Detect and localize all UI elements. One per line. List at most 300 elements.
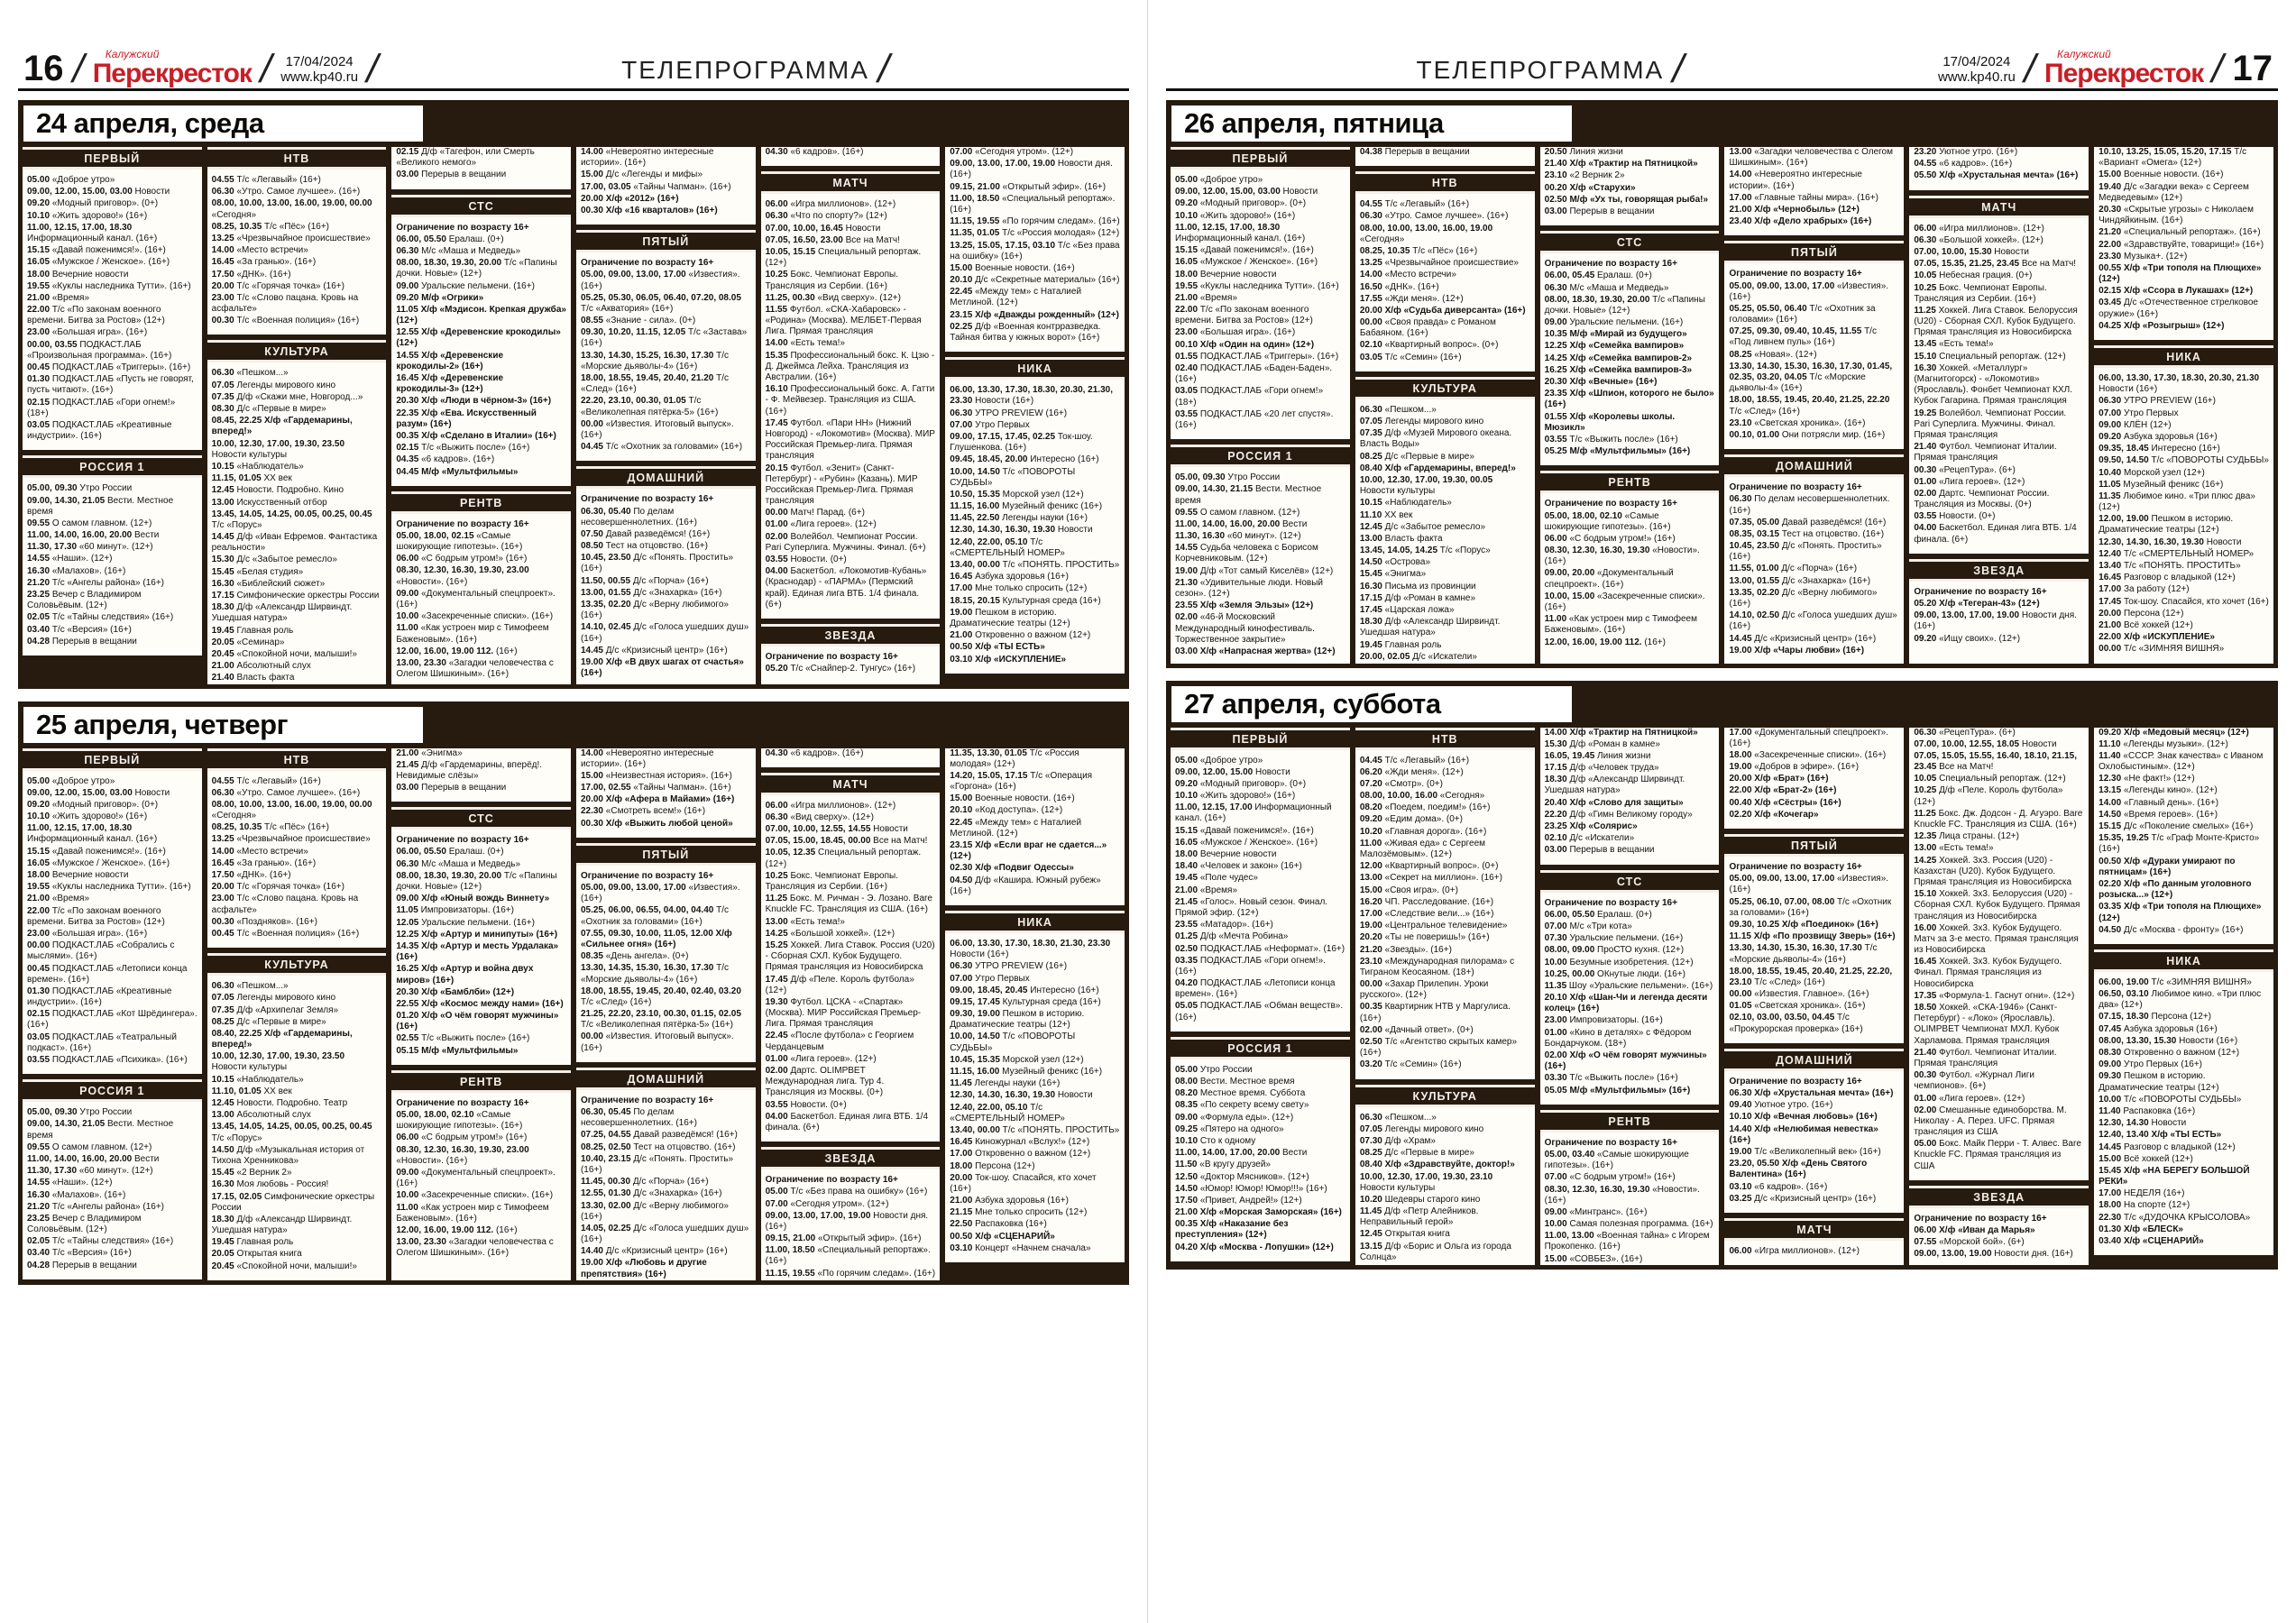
program-entry: 16.45 Азбука здоровья (16+) — [950, 572, 1069, 582]
program-entry: 13.30, 14.30, 15.25, 16.30, 17.30 Т/с «Морские дьяволы-4» (16+) — [580, 350, 729, 371]
program-entry: 10.10 «Жить здорово!» (16+) — [27, 812, 148, 822]
program-entry: 09.50, 14.50 Т/с «ПОВОРОТЫ СУДЬБЫ» — [2099, 455, 2269, 466]
divider-slash: / — [2208, 46, 2228, 91]
program-entry: 22.00 Т/с «По законам военного времени. Битва за Ростов» (12+) — [27, 305, 165, 326]
program-entry: 08.30 Д/с «Первые в мире» — [211, 404, 326, 414]
program-entry: 15.00 «Неизвестная история». (16+) — [580, 770, 732, 781]
program-entry: 10.40 Морской узел (12+) — [2099, 467, 2205, 478]
program-entry: 09.55 О самом главном. (12+) — [27, 1142, 152, 1152]
program-entry: 00.35 Х/ф «Наказание без преступления» (12+) — [1175, 1219, 1289, 1241]
day-block — [1166, 681, 2278, 1270]
channel-entries — [1909, 218, 2089, 554]
program-entry: 04.20 ПОДКАСТ.ЛАБ «Летописи конца времен». (16+) — [1175, 978, 1336, 1000]
program-entry: 00.45 Т/с «Военная полиция» (16+) — [211, 928, 360, 939]
program-entry: 11.00, 14.00, 17.00, 20.00 Вести — [1175, 1148, 1308, 1159]
channel-section — [1355, 171, 1535, 371]
program-entry: 10.05, 12.35 Специальный репортаж. (12+) — [765, 848, 922, 869]
program-entry: 05.50 Х/ф «Хрустальная мечта» (16+) — [1914, 170, 2079, 181]
program-entry: 02.50 М/ф «Ух ты, говорящая рыба!» — [1544, 194, 1709, 205]
program-entry: 14.00 «Невероятно интересные истории». (16+) — [1729, 170, 1862, 191]
program-entry: 15.15 «Давай поженимся!». (16+) — [27, 846, 166, 857]
program-entry: 08.00, 18.30, 19.30, 20.00 Т/с «Папины дочки. Новые» (12+) — [396, 870, 557, 892]
program-entry: 16.25 Х/ф «Артур и война двух миров» (16+) — [396, 964, 534, 986]
program-entry: 16.45 «За гранью». (16+) — [211, 857, 317, 868]
program-entry: 11.35 Шоу «Уральские пельмени». (16+) — [1544, 980, 1713, 991]
program-entry: 19.00 «Центральное телевидение» — [1359, 921, 1508, 931]
program-entry: 02.10 Д/с «Искатели» — [1544, 833, 1635, 844]
issue-date: 17/04/2024 — [1942, 53, 2011, 69]
program-entry: 00.40 Х/ф «Сёстры» (16+) — [1729, 797, 1841, 808]
program-entry: 08.25 «Новая». (12+) — [1729, 349, 1817, 360]
program-entry: Ограничение по возрасту 16+ — [396, 518, 529, 529]
channel-header: НТВ — [1355, 728, 1535, 750]
program-entry: 09.20 «Модный приговор». (0+) — [27, 198, 159, 209]
program-entry: 08.00, 10.00, 13.00, 16.00, 19.00, 00.00 «Сегодня» — [211, 799, 372, 821]
program-entry: 02.55 Т/с «Выжить после» (16+) — [396, 1033, 530, 1044]
program-entry: 06.20 «Жди меня». (12+) — [1359, 766, 1464, 777]
program-entry: 00.00 «Известия. Главное». (16+) — [1729, 989, 1869, 1000]
program-entry: 06.00, 13.30, 17.30, 18.30, 20.30, 21.30 Новости (16+) — [2099, 373, 2260, 395]
channel-header: КУЛЬТУРА — [1355, 377, 1535, 399]
program-entry: 04.55 Т/с «Легавый» (16+) — [1359, 199, 1470, 210]
program-entry: 20.00 Х/ф «Брат» (16+) — [1729, 774, 1829, 784]
divider-slash: / — [1668, 46, 1689, 91]
program-entry: 02.05 Т/с «Тайны следствия» (16+) — [27, 1236, 174, 1247]
program-entry: 14.00 «Невероятно интересные истории». (16+) — [580, 147, 714, 169]
program-entry: 18.30 Д/ф «Александр Ширвиндт. Ушедшая натура» — [211, 1214, 353, 1236]
program-entry: 08.00, 18.30, 19.30, 20.00 Т/с «Папины дочки. Новые» (12+) — [396, 258, 557, 280]
program-entry: 00.50 Х/ф «ТЫ ЕСТЬ» — [950, 642, 1045, 653]
program-entry: 11.15, 19.55 «По горячим следам». (16+) — [765, 1268, 936, 1279]
program-entry: 15.15 «Давай поженимся!». (16+) — [27, 245, 166, 256]
program-entry: 18.00 «Засекреченные списки». (16+) — [1729, 749, 1887, 760]
program-entry: 18.00, 18.55, 19.45, 20.40, 21.25, 22.20, 23.10 Т/с «След» (16+) — [1729, 966, 1893, 987]
program-entry: 20.45 «Спокойной ночи, малыши!» — [211, 648, 357, 659]
program-entry: 13.40, 00.00 Т/с «ПОНЯТЬ. ПРОСТИТЬ» — [950, 1124, 1120, 1135]
channel-section — [1909, 196, 2089, 554]
program-entry: 03.20 Т/с «Семин» (16+) — [1359, 1059, 1462, 1070]
program-entry: 07.25, 04.55 Давай разведёмся! (16+) — [580, 1130, 738, 1141]
program-entry: 08.25, 10.35 Т/с «Пёс» (16+) — [1359, 245, 1478, 256]
program-entry: 05.00, 09.00, 13.00, 17.00 «Известия». (16+) — [580, 883, 740, 904]
program-entry: 21.00 «Время» — [1175, 292, 1238, 303]
program-entry: 08.25, 02.50 Тест на отцовство. (16+) — [580, 1142, 736, 1152]
program-entry: 21.45 «Голос». Новый сезон. Финал. Прямой эфир. (12+) — [1175, 896, 1328, 918]
program-entry: 09.00, 13.00, 17.00, 19.00 Новости дня. (16+) — [950, 159, 1113, 180]
program-entry: 14.45 Д/ф «Иван Ефремов. Фантастика реальности» — [211, 532, 378, 554]
program-entry: 14.00 «Главный день». (16+) — [2099, 797, 2219, 808]
program-entry: 09.30, 19.00 Пешком в историю. Драматические театры (12+) — [950, 1009, 1085, 1031]
program-entry: 06.30 М/с «Маша и Медведь» — [396, 245, 521, 256]
program-entry: 05.00, 18.00, 02.10 «Самые шокирующие гипотезы». (16+) — [1544, 510, 1671, 532]
program-entry: 15.15 Д/с «Поколение смелых» (16+) — [2099, 821, 2254, 831]
program-entry: 12.40, 13.40 Х/ф «ТЫ ЕСТЬ» — [2099, 1130, 2222, 1141]
program-entry: 06.30 По делам несовершеннолетних. (16+) — [1729, 494, 1890, 516]
program-entry: 09.00 КЛЁН (12+) — [2099, 419, 2172, 430]
program-entry: 09.00, 14.30, 21.15 Вести. Местное время — [1175, 484, 1322, 506]
program-entry: 07.05, 15.00, 18.45, 00.00 Все на Матч! — [765, 836, 928, 847]
program-entry: 00.50 Х/ф «Дураки умирают по пятницам» (16+) — [2099, 856, 2236, 877]
program-entry: 09.00 Х/ф «Юный вождь Виннету» — [396, 894, 550, 904]
program-entry: 11.10 XX век — [1359, 509, 1413, 520]
program-entry: 12.30, 14.30, 16.30, 19.30 Новости — [2099, 536, 2242, 547]
program-entry: 19.55 «Куклы наследника Тутти». (16+) — [27, 280, 191, 291]
program-entry: 04.45 М/ф «Мультфильмы» — [396, 466, 519, 477]
program-entry: 19.00 Х/ф «В двух шагах от счастья» (16+) — [580, 656, 744, 679]
program-entry: 07.05 Легенды мирового кино — [211, 993, 336, 1004]
program-entry: 23.10 «Международная пилорама» с Тиграном Кеосаяном. (18+) — [1359, 956, 1515, 977]
program-entry: 15.35, 19.25 Т/с «Граф Монте-Кристо» (16+) — [2099, 833, 2260, 855]
program-entry: 14.20, 15.05, 17.15 Т/с «Операция «Горгона» (16+) — [950, 770, 1093, 793]
channel-header: ДОМАШНИЙ — [576, 1068, 756, 1090]
program-entry: 07.35 Д/ф «Музей Мирового океана. Власть Воды» — [1359, 428, 1512, 450]
program-entry: 10.10 «Жить здорово!» (16+) — [1175, 210, 1296, 221]
page-header-left — [18, 36, 1129, 91]
program-entry: 23.55 Х/ф «Земля Эльзы» (12+) — [1175, 601, 1314, 611]
program-entry: 08.25, 10.35 Т/с «Пёс» (16+) — [211, 822, 329, 833]
program-entry: 23.00 «Большая игра». (16+) — [27, 327, 148, 338]
program-entry: 06.00, 13.30, 17.30, 18.30, 20.30, 21.30, 23.30 Новости (16+) — [950, 385, 1113, 407]
program-entry: Ограничение по возрасту 16+ — [580, 870, 714, 881]
program-entry: 13.45, 14.05, 14.25, 00.05, 00.25, 00.45 Т/с «Порус» — [211, 509, 372, 530]
program-entry: 19.45 «Поле чудес» — [1175, 873, 1258, 884]
program-entry: 05.20 Т/с «Снайпер-2. Тунгус» (16+) — [765, 664, 916, 674]
channel-entries — [23, 478, 202, 656]
program-entry: 20.10 «Код доступа». (12+) — [950, 805, 1063, 816]
program-entry: 10.25 Бокс. Чемпионат Европы. Трансляция из Сербии. (16+) — [765, 870, 898, 892]
program-entry: 21.20 «Специальный репортаж». (16+) — [2099, 227, 2261, 238]
program-entry: 11.15 Х/ф «По прозвищу Зверь» (16+) — [1729, 931, 1896, 942]
program-entry: 03.00 Перерыв в вещании — [1544, 845, 1655, 856]
program-entry: 03.00 Перерыв в вещании — [396, 783, 507, 793]
program-entry: 04.25 Х/ф «Розыгрыш» (12+) — [2099, 320, 2225, 331]
program-entry: 21.20 Т/с «Ангелы района» (16+) — [27, 1201, 165, 1212]
program-entry: 23.30 Музыка+. (12+) — [2099, 251, 2188, 261]
program-entry: 05.00 Бокс. Майк Перри - Т. Алвес. Bare Knuckle FC. Прямая трансляция из США — [1914, 1139, 2081, 1171]
day-title: 26 апреля, пятница — [1171, 105, 1572, 142]
program-entry: 06.30 «Пешком...» — [1359, 1112, 1437, 1123]
program-entry: 21.00 «Время» — [27, 894, 90, 904]
program-entry: 15.10 Хоккей. 3х3. Белоруссия (U20) - Сборная СХЛ. Кубок Будущего. Прямая трансляция из Новосибирска — [1914, 889, 2080, 922]
program-entry: 00.45 ПОДКАСТ.ЛАБ «Триггеры». (16+) — [27, 362, 191, 372]
program-entry: 10.00, 12.30, 17.00, 19.30, 00.05 Новости культуры — [1359, 474, 1493, 497]
channel-entries — [945, 933, 1125, 1262]
page-17 — [1148, 0, 2296, 1623]
program-entry: 13.35, 02.20 Д/с «Верну любимого» (16+) — [580, 600, 729, 621]
channel-section — [2094, 949, 2273, 1255]
program-entry: 17.00, 02.55 «Тайны Чапман». (16+) — [580, 783, 731, 793]
program-entry: 20.10 Х/ф «Шан-Чи и легенда десяти колец» (16+) — [1544, 993, 1708, 1014]
program-entry: 03.00 Перерыв в вещании — [396, 170, 507, 180]
program-entry: 02.15 Х/ф «Ссора в Лукашах» (12+) — [2099, 286, 2254, 297]
program-entry: 07.45 Азбука здоровья (16+) — [2099, 1023, 2218, 1034]
program-entry: 21.20 Т/с «Ангелы района» (16+) — [27, 577, 165, 588]
program-entry: 06.30 «Пешком...» — [1359, 404, 1437, 415]
program-entry: 05.00, 09.30 Утро России — [27, 1107, 133, 1118]
program-entry: 20.00 Т/с «Горячая точка» (16+) — [211, 882, 344, 893]
program-entry: 23.55 «Матадор». (16+) — [1175, 920, 1273, 931]
program-entry: 08.25 Д/с «Первые в мире» — [1359, 451, 1474, 462]
program-entry: 16.30 Письма из провинции — [1359, 581, 1476, 591]
channel-entries — [391, 217, 571, 486]
program-entry: 23.25 Вечер с Владимиром Соловьёвым. (12+) — [27, 1213, 142, 1235]
program-entry: 09.55 О самом главном. (12+) — [1175, 507, 1300, 518]
program-entry: 12.40 Т/с «СМЕРТЕЛЬНЫЙ НОМЕР» — [2099, 548, 2255, 559]
day-columns — [1171, 728, 2273, 1265]
program-entry: 08.20 «Поедем, поедим!» (16+) — [1359, 802, 1491, 813]
program-entry: 16.30 «Малахов». (16+) — [27, 565, 126, 576]
channel-section — [2094, 345, 2273, 664]
program-entry: 23.00 Импровизаторы. (16+) — [1544, 1015, 1663, 1026]
program-entry: 07.00 «С бодрым утром!» (16+) — [1544, 1172, 1676, 1183]
program-entry: 07.00, 10.00, 12.55, 18.05 Новости — [1914, 738, 2057, 749]
program-entry: 22.55 Х/ф «Космос между нами» (16+) — [396, 998, 564, 1009]
channel-section — [761, 773, 941, 1142]
day-block — [18, 701, 1129, 1285]
channel-section — [576, 843, 756, 1062]
program-entry: 08.00, 10.00, 13.00, 16.00, 19.00 «Сегодня» — [1359, 223, 1493, 244]
program-entry: 00.20 Х/ф «Старухи» — [1544, 182, 1636, 193]
program-entry: 10.20 Шедевры старого кино — [1359, 1194, 1481, 1205]
program-entry: 10.25 Бокс. Чемпионат Европы. Трансляция из Сербии. (16+) — [1914, 282, 2047, 304]
channel-header: ПЯТЫЙ — [576, 230, 756, 252]
program-entry: 20.00 Х/ф «2012» (16+) — [580, 193, 679, 204]
program-entry: 06.30, 05.40 По делам несовершеннолетних. (16+) — [580, 506, 697, 527]
program-entry: 05.25, 06.10, 07.00, 08.00 Т/с «Охотник за головами» (16+) — [1729, 896, 1892, 918]
program-entry: 14.35 Х/ф «Артур и месть Урдалака» (16+) — [396, 940, 559, 963]
channel-header: НИКА — [945, 911, 1125, 933]
program-entry: 13.00 «Есть тема!» — [1914, 843, 1994, 854]
program-entry: 10.20 «Главная дорога». (16+) — [1359, 826, 1487, 837]
program-entry: Ограничение по возрасту 16+ — [396, 1097, 529, 1108]
program-entry: 16.05 «Мужское / Женское». (16+) — [27, 857, 170, 868]
program-entry: 22.00 Х/ф «ИСКУПЛЕНИЕ» — [2099, 632, 2215, 643]
page-16-day-blocks — [18, 100, 1129, 1285]
program-entry: 03.55 Новости. (0+) — [1914, 511, 1996, 522]
program-entry: 21.40 Футбол. Чемпионат Италии. Прямая трансляция — [1914, 1047, 2057, 1068]
program-entry: 17.50 «ДНК». (16+) — [211, 870, 291, 880]
program-entry: 09.00, 12.00, 15.00, 03.00 Новости — [1175, 187, 1318, 197]
program-entry: 13.30, 14.35, 15.30, 16.30, 17.30 Т/с «Морские дьяволы-4» (16+) — [580, 963, 729, 985]
program-entry: 09.15, 21.00 «Открытый эфир». (16+) — [950, 181, 1107, 192]
program-entry: 12.55 Х/ф «Деревенские крокодилы» (12+) — [396, 327, 561, 349]
channel-section — [945, 357, 1125, 674]
channel-section — [1171, 1037, 1350, 1261]
channel-section — [207, 748, 387, 949]
program-entry: 09.00, 12.00, 15.00, 03.00 Новости — [27, 187, 170, 197]
program-entry: 02.15 ПОДКАСТ.ЛАБ «Кот Шрёдингера». (16+) — [27, 1009, 197, 1031]
program-entry: 11.30, 16.30 «60 минут». (12+) — [1175, 531, 1301, 542]
program-entry: 07.00 «Сегодня утром». (12+) — [765, 1198, 889, 1209]
program-entry: 19.25 Волейбол. Чемпионат России. Pari Суперлига. Мужчины. Финал. Прямая трансляция — [1914, 408, 2067, 440]
program-entry: 13.45 «Есть тема!» — [1914, 339, 1994, 350]
program-entry: 11.45, 00.30 Д/с «Порча» (16+) — [580, 1177, 709, 1187]
program-entry: 08.55 «Знание - сила». (0+) — [580, 316, 696, 326]
program-entry: 10.00, 15.00 «Засекреченные списки». (16+) — [1544, 591, 1705, 612]
program-entry: 18.00 На спорте (12+) — [2099, 1200, 2190, 1211]
program-entry: 23.25 Х/ф «Солярис» — [1544, 821, 1638, 831]
program-entry: 06.30 «Пешком...» — [211, 368, 289, 379]
channel-section — [1724, 1049, 1904, 1213]
channel-entries — [391, 830, 571, 1065]
program-entry: 10.45, 23.50 Д/с «Понять. Простить» (16+) — [1729, 541, 1882, 563]
program-entry: 12.50 «Доктор Мясников». (12+) — [1175, 1171, 1309, 1182]
program-entry: 09.40 Уютное утро. (16+) — [1729, 1100, 1833, 1111]
program-entry: 13.25 «Чрезвычайное происшествие» — [211, 834, 371, 845]
program-entry: 05.00, 18.00, 02.10 «Самые шокирующие гипотезы». (16+) — [396, 1110, 523, 1132]
program-entry: 07.05 Легенды мирового кино — [1359, 417, 1484, 426]
channel-header: КУЛЬТУРА — [207, 340, 387, 362]
program-entry: 07.00 «Сегодня утром». (12+) — [950, 147, 1074, 157]
program-entry: 18.00, 18.55, 19.45, 20.40, 21.25, 22.20 Т/с «След» (16+) — [1729, 395, 1890, 417]
program-entry: 07.00 М/с «Три кота» — [1544, 921, 1632, 931]
program-entry: 17.00 «Следствие вели...» (16+) — [1359, 908, 1494, 919]
program-entry: 14.45 Д/с «Кризисный центр» (16+) — [580, 645, 728, 656]
channel-entries — [761, 795, 941, 1142]
program-entry: 20.05 «Семинар» — [211, 637, 285, 647]
program-entry: 04.28 Перерыв в вещании — [27, 636, 137, 646]
divider-slash: / — [873, 46, 895, 91]
program-entry: 12.45 Новости. Подробно. Театр — [211, 1098, 348, 1108]
program-entry: 09.00, 14.30, 21.05 Вести. Местное время — [27, 1119, 174, 1141]
program-entry: 11.45 Д/ф «Петр Алейников. Неправильный герой» — [1359, 1206, 1479, 1228]
program-entry: 10.10 «Жить здорово!» (16+) — [1175, 791, 1296, 802]
channel-entries — [1724, 857, 1904, 1043]
program-entry: 07.35, 05.00 Давай разведёмся! (16+) — [1729, 517, 1887, 527]
program-entry: 16.50 «ДНК». (16+) — [1359, 281, 1439, 292]
program-entry: 15.45 «Белая студия» — [211, 566, 304, 577]
program-entry: 11.45 Легенды науки (16+) — [950, 1078, 1061, 1089]
program-entry: 14.00 «Место встречи» — [1359, 270, 1456, 280]
channel-entries — [23, 771, 202, 1075]
program-entry: 19.55 «Куклы наследника Тутти». (16+) — [1175, 280, 1339, 291]
program-entry: 11.00, 12.15, 17.00, 18.30 Информационный канал. (16+) — [1175, 222, 1306, 243]
channel-header: РОССИЯ 1 — [1171, 1037, 1350, 1059]
program-entry: 02.00 «46-й Московский Международный кинофестиваль. Торжественное закрытие» — [1175, 612, 1315, 645]
program-entry: 18.00 Персона (12+) — [950, 1160, 1035, 1171]
program-entry: 11.15, 19.55 «По горячим следам». (16+) — [950, 216, 1120, 227]
site-url: www.kp40.ru — [1937, 69, 2016, 85]
section-label: ТЕЛЕПРОГРАММА — [1416, 56, 1665, 84]
program-entry: 01.30 ПОДКАСТ.ЛАБ «Креативные индустрии». (16+) — [27, 986, 172, 1008]
program-entry: 11.00, 13.00 «Военная тайна» с Игорем Прокопенко. (16+) — [1544, 1231, 1710, 1252]
program-entry: 05.00, 09.00, 13.00, 17.00 «Известия». (16+) — [1729, 874, 1889, 895]
program-entry: 19.00 Т/с «Великолепный век» (16+) — [1729, 1146, 1881, 1157]
program-entry: 22.35 Х/ф «Ева. Искусственный разум» (16+) — [396, 408, 537, 429]
program-entry: 08.20 Местное время. Суббота — [1175, 1088, 1306, 1099]
program-entry: 18.00, 18.55, 19.45, 20.40, 02.40, 03.20 Т/с «След» (16+) — [580, 986, 741, 1007]
program-entry: 09.00, 20.00 «Документальный спецпроект». (16+) — [1544, 568, 1674, 590]
program-entry: 20.30 Х/ф «Люди в чёрном-3» (16+) — [396, 396, 552, 407]
program-entry: 15.45 «2 Верник 2» — [211, 1168, 292, 1178]
program-entry: 06.00, 05.50 Ералаш. (0+) — [1544, 909, 1652, 920]
program-entry: 01.00 «Кино в деталях» с Фёдором Бондарчуком. (18+) — [1544, 1027, 1692, 1049]
program-entry: 11.00 «Живая еда» с Сергеем Малозёмовым». (12+) — [1359, 838, 1486, 859]
program-entry: 06.00, 05.50 Ералаш. (0+) — [396, 847, 504, 857]
program-entry: 07.05 Легенды мирового кино — [1359, 1123, 1484, 1134]
program-entry: 15.15 «Давай поженимся!». (16+) — [1175, 825, 1314, 836]
program-entry: 15.35 Профессиональный бокс. К. Цзю - Д. Джеймса Лейха. Трансляция из Австралии. (16+) — [765, 350, 935, 382]
day-columns — [1171, 147, 2273, 664]
program-entry: 17.35 «Формула-1. Гаснут огни». (12+) — [1914, 990, 2075, 1001]
program-entry: 10.00, 12.30, 17.00, 19.30, 23.50 Новости культуры — [211, 1051, 345, 1073]
program-entry: 20.00 Т/с «Горячая точка» (16+) — [211, 280, 344, 291]
program-entry: 17.15 Д/ф «Роман в камне» — [1359, 592, 1476, 603]
program-entry: 11.35, 01.05 Т/с «Россия молодая» (12+) — [950, 228, 1120, 239]
program-entry: 13.25, 15.05, 17.15, 03.10 Т/с «Без права на ошибку» (16+) — [950, 240, 1120, 261]
program-entry: 14.50 «Юмор! Юмор! Юмор!!!» (16+) — [1175, 1183, 1327, 1194]
channel-entries — [1171, 170, 1350, 439]
program-entry: 21.40 Власть факта — [211, 673, 295, 683]
program-entry: 23.10 «Светская хроника». (16+) — [1729, 417, 1866, 428]
channel-entries — [1724, 263, 1904, 449]
program-entry: Ограничение по возрасту 16+ — [1729, 482, 1862, 493]
program-entry: 03.10 «6 кадров». (16+) — [1729, 1181, 1828, 1192]
program-entry: 08.35 «День ангела». (0+) — [580, 951, 689, 962]
channel-header: НТВ — [207, 748, 387, 771]
program-entry: 21.40 Х/ф «Трактир на Пятницкой» — [1544, 159, 1698, 170]
program-entry: 09.00 «Документальный спецпроект». (16+) — [396, 1167, 556, 1189]
program-entry: 23.15 Х/ф «Дважды рожденный» (12+) — [950, 309, 1119, 320]
channel-entries — [1171, 750, 1350, 1032]
program-entry: Ограничение по возрасту 16+ — [1544, 897, 1677, 908]
program-entry: 10.00 Самая полезная программа. (16+) — [1544, 1219, 1713, 1230]
program-entry: 07.35 Д/ф «Архипелаг Земля» — [211, 1004, 339, 1015]
program-entry: 12.00, 16.00, 19.00 112. (16+) — [396, 1224, 518, 1235]
channel-entries — [945, 380, 1125, 674]
program-entry: Ограничение по возрасту 16+ — [765, 1175, 898, 1186]
channel-header: СТС — [1540, 870, 1720, 893]
program-entry: 07.15, 18.30 Персона (12+) — [2099, 1012, 2212, 1022]
program-entry: 20.30 Х/ф «Бамблби» (12+) — [396, 986, 515, 997]
channel-section — [23, 1079, 202, 1279]
program-entry: 16.25 Х/ф «Семейка вампиров-3» — [1544, 364, 1693, 375]
channel-header: РОССИЯ 1 — [23, 1079, 202, 1102]
program-entry: 09.00 «Минтранс». (16+) — [1544, 1206, 1648, 1217]
program-entry: 02.25 Д/ф «Военная контрразведка. Тайная битва у южных ворот» (16+) — [950, 321, 1101, 343]
channel-section — [1540, 870, 1720, 1105]
program-entry: 17.00 Откровенно о важном (12+) — [950, 1149, 1091, 1160]
channel-entries — [23, 170, 202, 450]
program-entry: 04.20 Х/ф «Москва - Лопушки» (12+) — [1175, 1242, 1334, 1252]
channel-entries — [1355, 750, 1535, 1079]
program-entry: 09.30 Пешком в историю. Драматические театры (12+) — [2099, 1071, 2219, 1093]
program-entry: 16.10 Профессиональный бокс. А. Гатти - Ф. Мейвезер. Трансляция из США. (16+) — [765, 384, 935, 417]
program-entry: 23.00 «Большая игра». (16+) — [1175, 327, 1296, 338]
program-entry: 23.20, 05.50 Х/ф «День Святого Валентина» (16+) — [1729, 1159, 1868, 1180]
program-entry: 18.00 Вечерние новости — [27, 269, 129, 280]
channel-section — [23, 748, 202, 1075]
program-entry: 15.00 Д/с «Легенды и мифы» — [580, 170, 703, 180]
program-entry: 00.30 Х/ф «16 кварталов» (16+) — [580, 205, 718, 215]
program-entry: 02.15 Д/ф «Тагефон, или Смерть «Великого немого» — [396, 147, 535, 169]
program-entry: 14.50 Д/ф «Музыкальная история от Тихона Хренникова» — [211, 1144, 365, 1166]
program-entry: 08.40, 22.25 Х/ф «Гардемарины, вперед!» — [211, 1028, 353, 1050]
channel-header: НИКА — [2094, 949, 2273, 972]
program-entry: 00.00 «Известия. Итоговый выпуск». (16+) — [580, 418, 734, 440]
program-entry: 06.30 «Утро. Самое лучшее». (16+) — [211, 187, 361, 197]
program-entry: Ограничение по возрасту 16+ — [580, 494, 714, 505]
program-entry: Ограничение по возрасту 16+ — [580, 258, 714, 269]
channel-entries — [1355, 194, 1535, 371]
divider-slash: / — [255, 46, 277, 91]
program-entry: 09.00 «Формула еды». (12+) — [1175, 1112, 1294, 1123]
program-entry: 03.25 Д/с «Кризисный центр» (16+) — [1729, 1193, 1877, 1204]
program-entry: 00.55 Х/ф «Три тополя на Плющихе» (12+) — [2099, 262, 2262, 285]
date-and-site — [1938, 54, 2016, 86]
program-entry: 13.00, 01.55 Д/с «Знахарка» (16+) — [1729, 575, 1871, 586]
channel-entries — [207, 771, 387, 949]
